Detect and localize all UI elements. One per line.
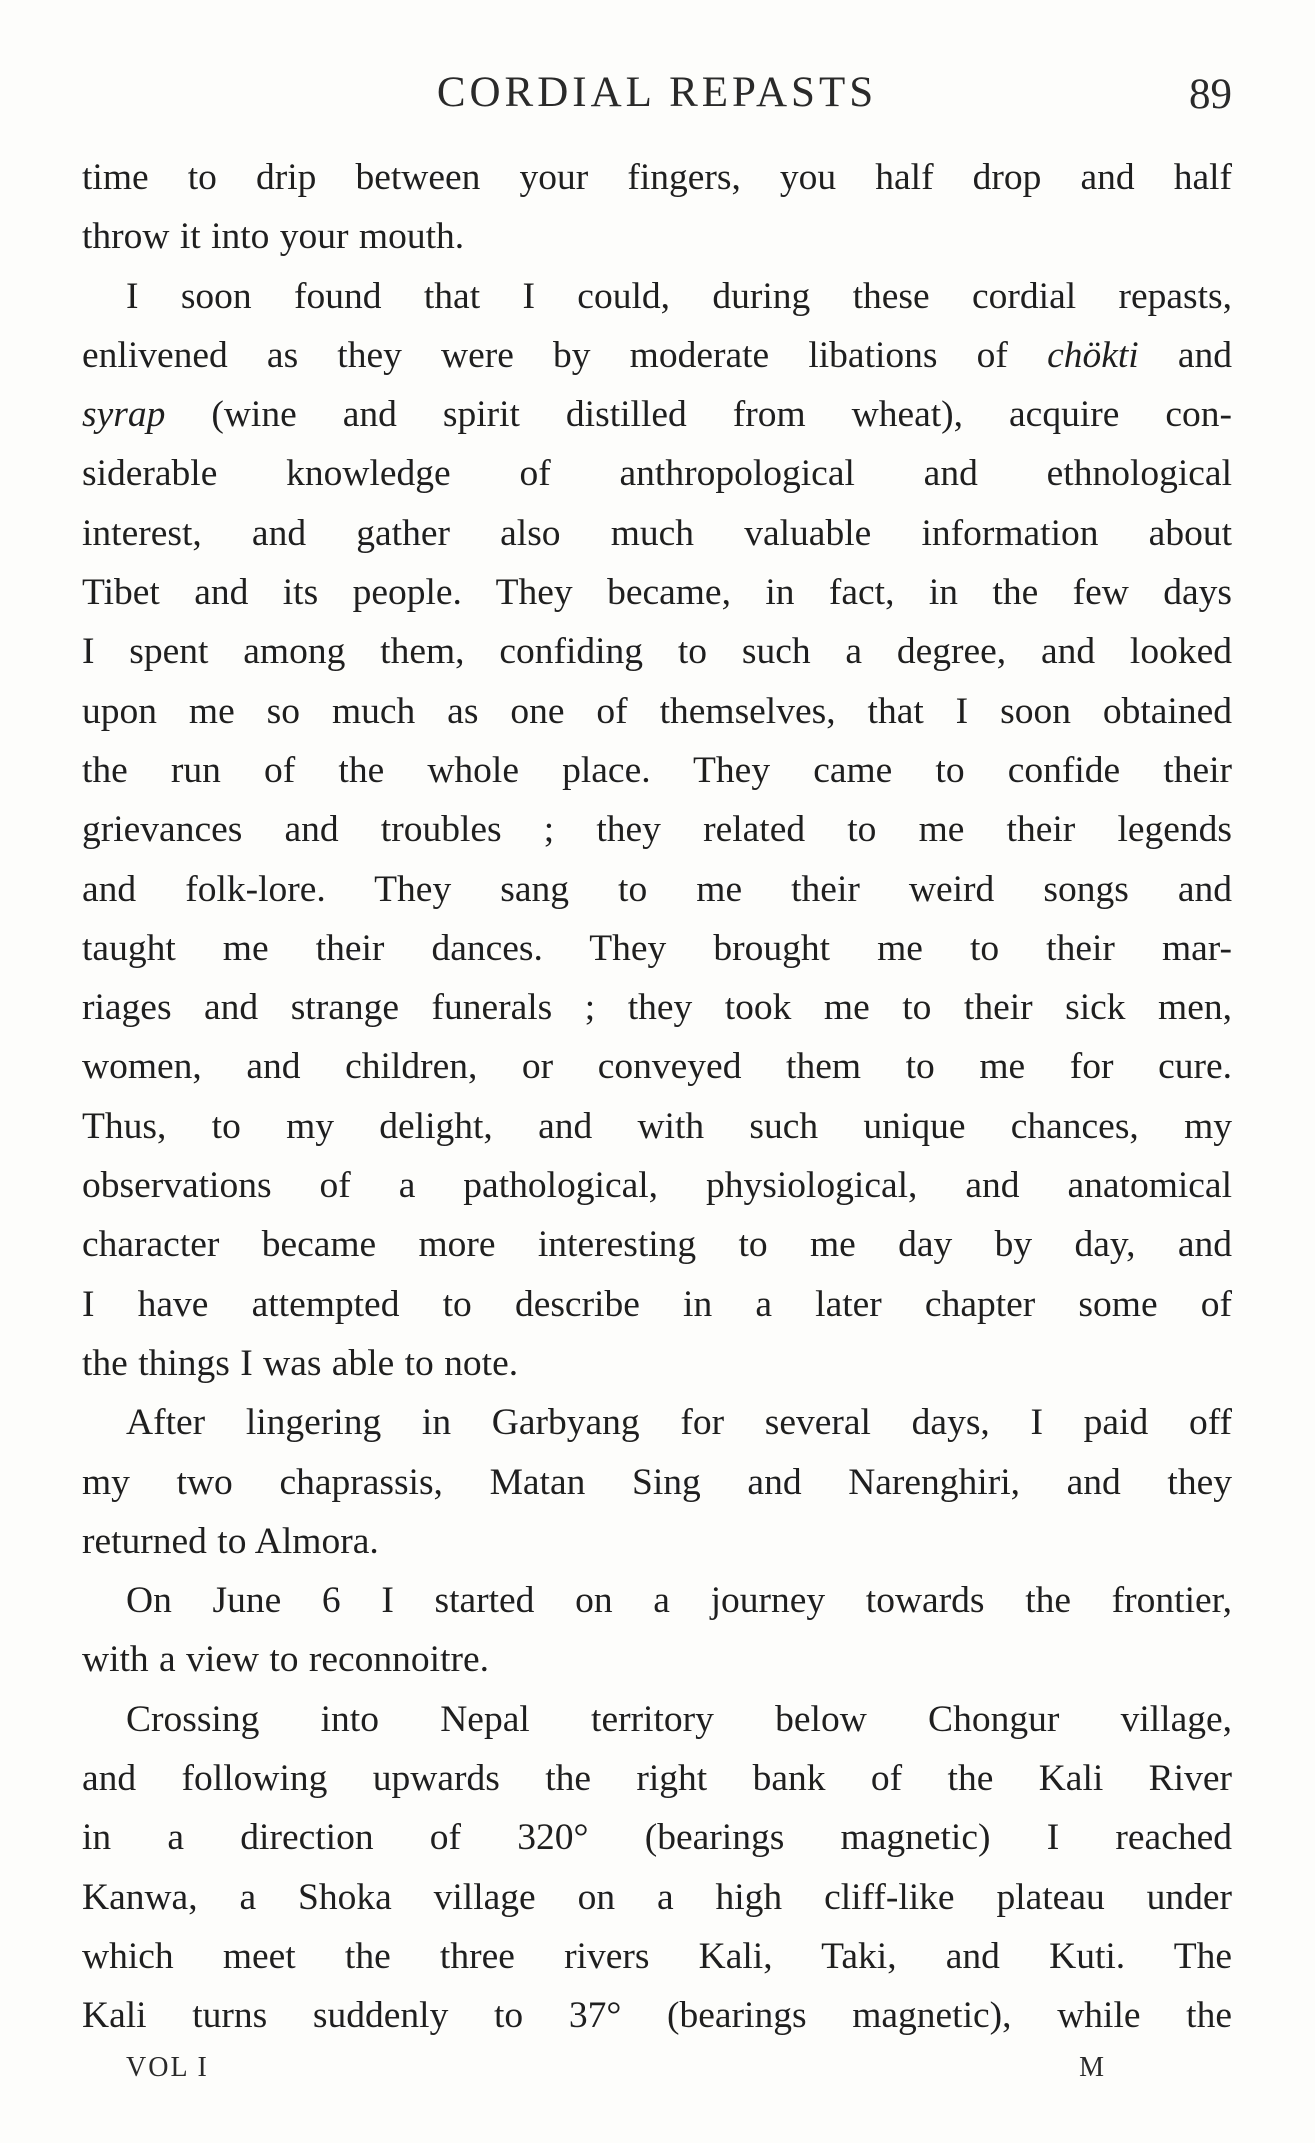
text-line: Tibet and its people. They became, in fact, in the few days (82, 572, 1232, 614)
text-line: grievances and troubles ; they related to me their legends (82, 809, 1232, 851)
text-line: I have attempted to describe in a later chapter some of (82, 1283, 1232, 1325)
text-line: in a direction of 320° (bearings magnetic) I reached (82, 1817, 1232, 1859)
text-line: the run of the whole place. They came to confide their (82, 749, 1232, 791)
text-line (82, 385, 1232, 444)
text-line: Kali turns suddenly to 37° (bearings magnetic), while the (82, 1995, 1232, 2037)
italic-term-chokti: chökti (1047, 334, 1139, 376)
text-line: Kanwa, a Shoka village on a high cliff-like plateau under (82, 1876, 1232, 1918)
page-number: 89 (1189, 71, 1232, 118)
text-line: returned to Almora. (82, 1520, 379, 1562)
text-line: observations of a pathological, physiological, and anatomical (82, 1165, 1232, 1207)
text-line: and following upwards the right bank of the Kali River (82, 1758, 1232, 1800)
text-line: riages and strange funerals ; they took me to their sick men, (82, 987, 1232, 1029)
text-segment: enlivened as they were by moderate libations of (82, 334, 1008, 376)
paragraph-5 (82, 1690, 1232, 2046)
text-line: the things I was able to note. (82, 1342, 519, 1384)
text-line: time to drip between your fingers, you half drop and half (82, 157, 1232, 198)
signature-mark-left: VOL I (126, 2052, 209, 2083)
text-line: After lingering in Garbyang for several days, I paid off (126, 1402, 1232, 1444)
running-head (82, 62, 1232, 122)
text-line: On June 6 I started on a journey towards the frontier, (126, 1580, 1232, 1622)
body-text (82, 148, 1232, 2046)
text-segment: (wine and spirit distilled from wheat), acquire con- (211, 394, 1233, 436)
text-line: women, and children, or conveyed them to me for cure. (82, 1046, 1232, 1088)
paragraph-4 (82, 1571, 1232, 1690)
text-line: I spent among them, confiding to such a degree, and looked (82, 631, 1232, 673)
text-segment: and (1177, 334, 1233, 376)
page-footer (126, 2052, 1106, 2092)
italic-term-syrap: syrap (82, 394, 166, 436)
text-line: upon me so much as one of themselves, that I soon obtained (82, 690, 1232, 732)
text-line (82, 326, 1232, 385)
paragraph-3 (82, 1393, 1232, 1571)
paragraph-1 (82, 148, 1232, 267)
signature-mark-right: M (1079, 2052, 1106, 2083)
text-line: Thus, to my delight, and with such unique chances, my (82, 1105, 1232, 1147)
text-line: which meet the three rivers Kali, Taki, and Kuti. The (82, 1935, 1232, 1977)
text-line: siderable knowledge of anthropological and ethnological (82, 453, 1232, 495)
text-line: throw it into your mouth. (82, 216, 465, 258)
paragraph-2 (82, 267, 1232, 1394)
text-line: character became more interesting to me day by day, and (82, 1224, 1232, 1266)
text-line: interest, and gather also much valuable information about (82, 512, 1232, 554)
text-line: my two chaprassis, Matan Sing and Narenghiri, and they (82, 1461, 1232, 1503)
text-line: with a view to reconnoitre. (82, 1639, 489, 1681)
text-line: and folk-lore. They sang to me their weird songs and (82, 868, 1232, 910)
text-line: I soon found that I could, during these cordial repasts, (126, 275, 1232, 317)
text-line: taught me their dances. They brought me to their mar- (82, 927, 1232, 969)
running-title: CORDIAL REPASTS (436, 69, 878, 116)
text-line: Crossing into Nepal territory below Chongur village, (126, 1698, 1232, 1740)
